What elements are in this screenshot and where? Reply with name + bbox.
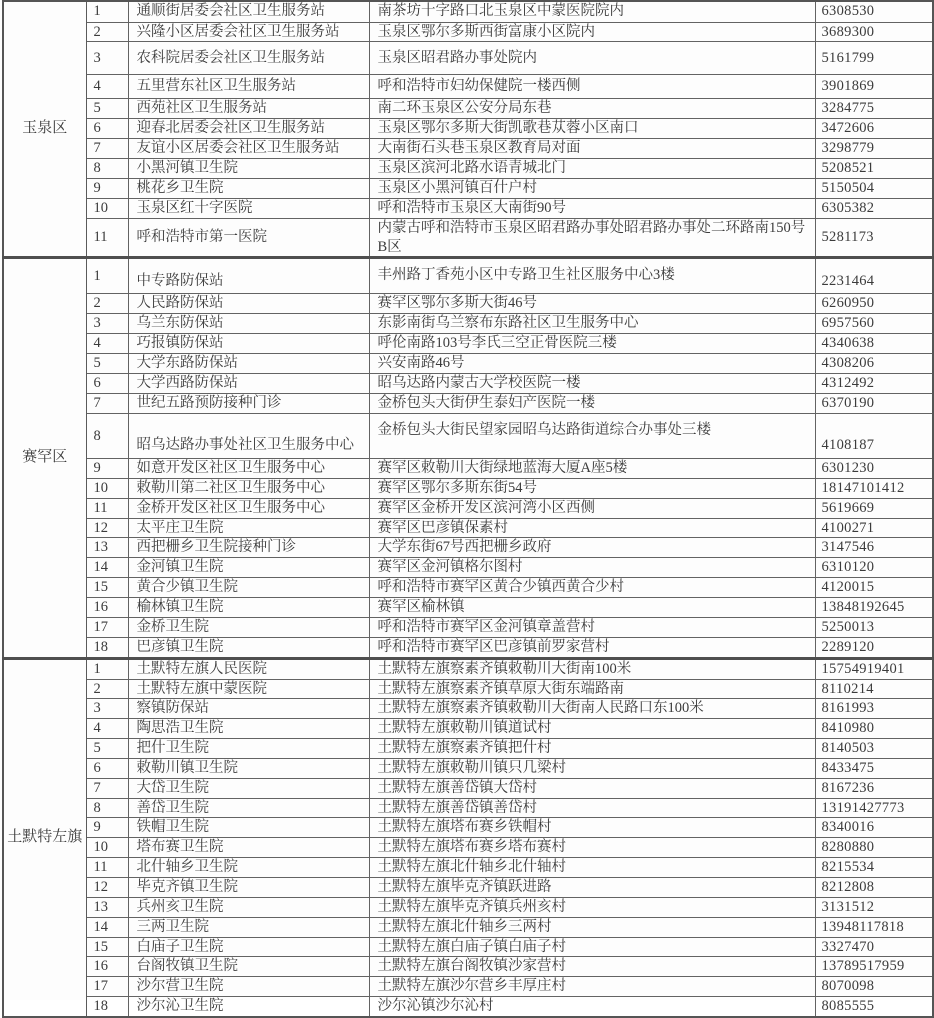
address-cell: 南茶坊十字路口北玉泉区中蒙医院院内	[369, 1, 815, 22]
district-cell: 玉泉区	[3, 1, 86, 258]
station-name-cell: 小黑河镇卫生院	[128, 159, 369, 179]
phone-cell: 13848192645	[815, 598, 933, 618]
address-cell: 土默特左旗敕勒川镇道试村	[369, 719, 815, 739]
table-row	[3, 897, 933, 917]
table-row	[3, 178, 933, 198]
station-name-cell: 沙尔营卫生院	[128, 977, 369, 997]
row-number-cell: 10	[86, 478, 128, 498]
address-cell: 玉泉区昭君路办事处院内	[369, 42, 815, 75]
table-row	[3, 917, 933, 937]
address-cell: 土默特左旗察素齐镇草原大街东端路南	[369, 679, 815, 699]
station-name-cell: 桃花乡卫生院	[128, 178, 369, 198]
table-row	[3, 99, 933, 119]
table-row	[3, 719, 933, 739]
phone-cell: 3327470	[815, 937, 933, 957]
phone-cell: 8410980	[815, 719, 933, 739]
station-name-cell: 世纪五路预防接种门诊	[128, 394, 369, 414]
phone-cell: 6305382	[815, 198, 933, 218]
phone-cell: 13789517959	[815, 957, 933, 977]
address-cell: 土默特左旗毕克齐镇兵州亥村	[369, 897, 815, 917]
station-name-cell: 金桥卫生院	[128, 618, 369, 638]
address-cell: 土默特左旗善岱镇善岱村	[369, 798, 815, 818]
table-row	[3, 22, 933, 42]
address-cell: 昭乌达路内蒙古大学校医院一楼	[369, 374, 815, 394]
station-name-cell: 把什卫生院	[128, 739, 369, 759]
station-name-cell: 大岱卫生院	[128, 778, 369, 798]
row-number-cell: 10	[86, 838, 128, 858]
table-row	[3, 758, 933, 778]
address-cell: 土默特左旗北什轴乡北什轴村	[369, 858, 815, 878]
table-row	[3, 1, 933, 22]
station-name-cell: 三两卫生院	[128, 917, 369, 937]
address-cell: 土默特左旗毕克齐镇跃进路	[369, 877, 815, 897]
station-name-cell: 兵州亥卫生院	[128, 897, 369, 917]
row-number-cell: 5	[86, 99, 128, 119]
row-number-cell: 15	[86, 578, 128, 598]
station-name-cell: 敕勒川第二社区卫生服务中心	[128, 478, 369, 498]
address-cell: 土默特左旗察素齐镇把什村	[369, 739, 815, 759]
table-row	[3, 478, 933, 498]
station-name-cell: 黄合少镇卫生院	[128, 578, 369, 598]
phone-cell: 13191427773	[815, 798, 933, 818]
address-cell: 大南街石头巷玉泉区教育局对面	[369, 139, 815, 159]
station-name-cell: 如意开发区社区卫生服务中心	[128, 459, 369, 479]
table-row	[3, 658, 933, 679]
address-cell: 玉泉区鄂尔多斯大街凯歌巷苁蓉小区南口	[369, 119, 815, 139]
row-number-cell: 3	[86, 699, 128, 719]
row-number-cell: 10	[86, 198, 128, 218]
address-cell: 金桥包头大街民望家园昭乌达路街道综合办事处三楼	[369, 414, 815, 459]
table-row	[3, 637, 933, 658]
station-name-cell: 呼和浩特市第一医院	[128, 218, 369, 258]
address-cell: 赛罕区榆林镇	[369, 598, 815, 618]
station-name-cell: 陶思浩卫生院	[128, 719, 369, 739]
row-number-cell: 8	[86, 159, 128, 179]
address-cell: 呼伦南路103号李氏三空正骨医院三楼	[369, 334, 815, 354]
table-row	[3, 354, 933, 374]
station-name-cell: 迎春北居委会社区卫生服务站	[128, 119, 369, 139]
table-row	[3, 997, 933, 1017]
table-row	[3, 518, 933, 538]
station-name-cell: 巧报镇防保站	[128, 334, 369, 354]
table-row	[3, 699, 933, 719]
phone-cell: 15754919401	[815, 658, 933, 679]
address-cell: 玉泉区鄂尔多斯西街富康小区院内	[369, 22, 815, 42]
table-row	[3, 977, 933, 997]
address-cell: 呼和浩特市妇幼保健院一楼西侧	[369, 75, 815, 99]
table-row	[3, 937, 933, 957]
phone-cell: 5281173	[815, 218, 933, 258]
table-row	[3, 218, 933, 258]
phone-cell: 5619669	[815, 498, 933, 518]
phone-cell: 8070098	[815, 977, 933, 997]
station-name-cell: 察镇防保站	[128, 699, 369, 719]
table-row	[3, 394, 933, 414]
row-number-cell: 4	[86, 334, 128, 354]
table-row	[3, 294, 933, 314]
row-number-cell: 6	[86, 119, 128, 139]
row-number-cell: 6	[86, 758, 128, 778]
address-cell: 赛罕区巴彦镇保素村	[369, 518, 815, 538]
address-cell: 沙尔沁镇沙尔沁村	[369, 997, 815, 1017]
phone-cell: 3147546	[815, 538, 933, 558]
phone-cell: 8212808	[815, 877, 933, 897]
phone-cell: 5161799	[815, 42, 933, 75]
row-number-cell: 11	[86, 858, 128, 878]
address-cell: 内蒙古呼和浩特市玉泉区昭君路办事处昭君路办事处二环路南150号B区	[369, 218, 815, 258]
phone-cell: 6308530	[815, 1, 933, 22]
phone-cell: 8433475	[815, 758, 933, 778]
row-number-cell: 1	[86, 1, 128, 22]
station-name-cell: 巴彦镇卫生院	[128, 637, 369, 658]
station-name-cell: 金河镇卫生院	[128, 558, 369, 578]
table-row	[3, 42, 933, 75]
station-name-cell: 毕克齐镇卫生院	[128, 877, 369, 897]
address-cell: 赛罕区鄂尔多斯东街54号	[369, 478, 815, 498]
phone-cell: 3901869	[815, 75, 933, 99]
row-number-cell: 3	[86, 42, 128, 75]
table-row	[3, 679, 933, 699]
phone-cell: 8161993	[815, 699, 933, 719]
address-cell: 赛罕区金河镇格尔图村	[369, 558, 815, 578]
row-number-cell: 2	[86, 679, 128, 699]
row-number-cell: 7	[86, 394, 128, 414]
phone-cell: 4312492	[815, 374, 933, 394]
row-number-cell: 1	[86, 258, 128, 294]
table-row	[3, 159, 933, 179]
table-row	[3, 818, 933, 838]
phone-cell: 6260950	[815, 294, 933, 314]
station-name-cell: 人民路防保站	[128, 294, 369, 314]
row-number-cell: 14	[86, 917, 128, 937]
district-cell: 赛罕区	[3, 258, 86, 658]
station-name-cell: 铁帽卫生院	[128, 818, 369, 838]
phone-cell: 3472606	[815, 119, 933, 139]
phone-cell: 18147101412	[815, 478, 933, 498]
address-cell: 土默特左旗北什轴乡三两村	[369, 917, 815, 937]
address-cell: 土默特左旗敕勒川镇只几梁村	[369, 758, 815, 778]
station-name-cell: 太平庄卫生院	[128, 518, 369, 538]
station-name-cell: 沙尔沁卫生院	[128, 997, 369, 1017]
table-row	[3, 374, 933, 394]
phone-cell: 3298779	[815, 139, 933, 159]
address-cell: 兴安南路46号	[369, 354, 815, 374]
phone-cell: 8140503	[815, 739, 933, 759]
table-row	[3, 798, 933, 818]
address-cell: 土默特左旗白庙子镇白庙子村	[369, 937, 815, 957]
address-cell: 赛罕区鄂尔多斯大街46号	[369, 294, 815, 314]
row-number-cell: 16	[86, 598, 128, 618]
address-cell: 大学东街67号西把栅乡政府	[369, 538, 815, 558]
station-name-cell: 敕勒川镇卫生院	[128, 758, 369, 778]
table-row	[3, 578, 933, 598]
address-cell: 土默特左旗察素齐镇敕勒川大街南100米	[369, 658, 815, 679]
phone-cell: 6370190	[815, 394, 933, 414]
phone-cell: 6301230	[815, 459, 933, 479]
row-number-cell: 6	[86, 374, 128, 394]
row-number-cell: 12	[86, 877, 128, 897]
station-name-cell: 土默特左旗人民医院	[128, 658, 369, 679]
table-row	[3, 778, 933, 798]
address-cell: 土默特左旗善岱镇大岱村	[369, 778, 815, 798]
row-number-cell: 4	[86, 719, 128, 739]
table-row	[3, 139, 933, 159]
table-row	[3, 877, 933, 897]
address-cell: 赛罕区敕勒川大街绿地蓝海大厦A座5楼	[369, 459, 815, 479]
station-name-cell: 塔布赛卫生院	[128, 838, 369, 858]
row-number-cell: 9	[86, 459, 128, 479]
station-name-cell: 西苑社区卫生服务站	[128, 99, 369, 119]
phone-cell: 3131512	[815, 897, 933, 917]
table-row	[3, 414, 933, 459]
row-number-cell: 7	[86, 139, 128, 159]
phone-cell: 4108187	[815, 414, 933, 459]
address-cell: 金桥包头大街伊生泰妇产医院一楼	[369, 394, 815, 414]
station-name-cell: 农科院居委会社区卫生服务站	[128, 42, 369, 75]
row-number-cell: 13	[86, 897, 128, 917]
phone-cell: 8340016	[815, 818, 933, 838]
row-number-cell: 2	[86, 22, 128, 42]
row-number-cell: 17	[86, 977, 128, 997]
address-cell: 丰州路丁香苑小区中专路卫生社区服务中心3楼	[369, 258, 815, 294]
phone-cell: 8215534	[815, 858, 933, 878]
address-cell: 玉泉区滨河北路水语青城北门	[369, 159, 815, 179]
row-number-cell: 8	[86, 414, 128, 459]
station-name-cell: 白庙子卫生院	[128, 937, 369, 957]
row-number-cell: 9	[86, 818, 128, 838]
table-row	[3, 739, 933, 759]
row-number-cell: 12	[86, 518, 128, 538]
station-name-cell: 大学东路防保站	[128, 354, 369, 374]
address-cell: 土默特左旗察素齐镇敕勒川大街南人民路口东100米	[369, 699, 815, 719]
phone-cell: 4120015	[815, 578, 933, 598]
row-number-cell: 3	[86, 314, 128, 334]
phone-cell: 3689300	[815, 22, 933, 42]
station-name-cell: 昭乌达路办事处社区卫生服务中心	[128, 414, 369, 459]
table-row	[3, 618, 933, 638]
table-row	[3, 314, 933, 334]
row-number-cell: 15	[86, 937, 128, 957]
row-number-cell: 9	[86, 178, 128, 198]
phone-cell: 5150504	[815, 178, 933, 198]
station-name-cell: 友谊小区居委会社区卫生服务站	[128, 139, 369, 159]
phone-cell: 8167236	[815, 778, 933, 798]
station-name-cell: 兴隆小区居委会社区卫生服务站	[128, 22, 369, 42]
phone-cell: 8280880	[815, 838, 933, 858]
row-number-cell: 11	[86, 498, 128, 518]
station-name-cell: 通顺街居委会社区卫生服务站	[128, 1, 369, 22]
address-cell: 呼和浩特市赛罕区黄合少镇西黄合少村	[369, 578, 815, 598]
row-number-cell: 8	[86, 798, 128, 818]
phone-cell: 4340638	[815, 334, 933, 354]
row-number-cell: 17	[86, 618, 128, 638]
address-cell: 赛罕区金桥开发区滨河湾小区西侧	[369, 498, 815, 518]
address-cell: 土默特左旗沙尔营乡丰厚庄村	[369, 977, 815, 997]
row-number-cell: 18	[86, 637, 128, 658]
station-name-cell: 善岱卫生院	[128, 798, 369, 818]
table-row	[3, 119, 933, 139]
address-cell: 土默特左旗塔布赛乡塔布赛村	[369, 838, 815, 858]
station-name-cell: 金桥开发区社区卫生服务中心	[128, 498, 369, 518]
table-row	[3, 258, 933, 294]
health-stations-table	[2, 0, 934, 1018]
station-name-cell: 乌兰东防保站	[128, 314, 369, 334]
address-cell: 呼和浩特市赛罕区巴彦镇前罗家营村	[369, 637, 815, 658]
table-row	[3, 598, 933, 618]
row-number-cell: 11	[86, 218, 128, 258]
phone-cell: 5250013	[815, 618, 933, 638]
station-name-cell: 榆林镇卫生院	[128, 598, 369, 618]
address-cell: 南二环玉泉区公安分局东巷	[369, 99, 815, 119]
row-number-cell: 4	[86, 75, 128, 99]
phone-cell: 8110214	[815, 679, 933, 699]
phone-cell: 5208521	[815, 159, 933, 179]
table-row	[3, 957, 933, 977]
phone-cell: 13948117818	[815, 917, 933, 937]
station-name-cell: 玉泉区红十字医院	[128, 198, 369, 218]
address-cell: 呼和浩特市赛罕区金河镇章盖营村	[369, 618, 815, 638]
table-body	[3, 1, 933, 1017]
phone-cell: 8085555	[815, 997, 933, 1017]
phone-cell: 4100271	[815, 518, 933, 538]
table-row	[3, 334, 933, 354]
table-row	[3, 538, 933, 558]
phone-cell: 6957560	[815, 314, 933, 334]
station-name-cell: 西把栅乡卫生院接种门诊	[128, 538, 369, 558]
district-cell: 土默特左旗	[3, 658, 86, 1017]
station-name-cell: 土默特左旗中蒙医院	[128, 679, 369, 699]
table-row	[3, 858, 933, 878]
table-row	[3, 558, 933, 578]
row-number-cell: 5	[86, 739, 128, 759]
row-number-cell: 16	[86, 957, 128, 977]
row-number-cell: 13	[86, 538, 128, 558]
row-number-cell: 5	[86, 354, 128, 374]
table-row	[3, 838, 933, 858]
phone-cell: 2289120	[815, 637, 933, 658]
phone-cell: 3284775	[815, 99, 933, 119]
address-cell: 土默特左旗台阁牧镇沙家营村	[369, 957, 815, 977]
row-number-cell: 2	[86, 294, 128, 314]
address-cell: 土默特左旗塔布赛乡铁帽村	[369, 818, 815, 838]
station-name-cell: 北什轴乡卫生院	[128, 858, 369, 878]
phone-cell: 2231464	[815, 258, 933, 294]
table-row	[3, 498, 933, 518]
phone-cell: 6310120	[815, 558, 933, 578]
row-number-cell: 1	[86, 658, 128, 679]
row-number-cell: 14	[86, 558, 128, 578]
station-name-cell: 台阁牧镇卫生院	[128, 957, 369, 977]
table-row	[3, 198, 933, 218]
station-name-cell: 五里营东社区卫生服务站	[128, 75, 369, 99]
station-name-cell: 中专路防保站	[128, 258, 369, 294]
table-row	[3, 459, 933, 479]
phone-cell: 4308206	[815, 354, 933, 374]
address-cell: 呼和浩特市玉泉区大南街90号	[369, 198, 815, 218]
row-number-cell: 18	[86, 997, 128, 1017]
address-cell: 东影南街乌兰察布东路社区卫生服务中心	[369, 314, 815, 334]
address-cell: 玉泉区小黑河镇百什户村	[369, 178, 815, 198]
station-name-cell: 大学西路防保站	[128, 374, 369, 394]
table-row	[3, 75, 933, 99]
row-number-cell: 7	[86, 778, 128, 798]
